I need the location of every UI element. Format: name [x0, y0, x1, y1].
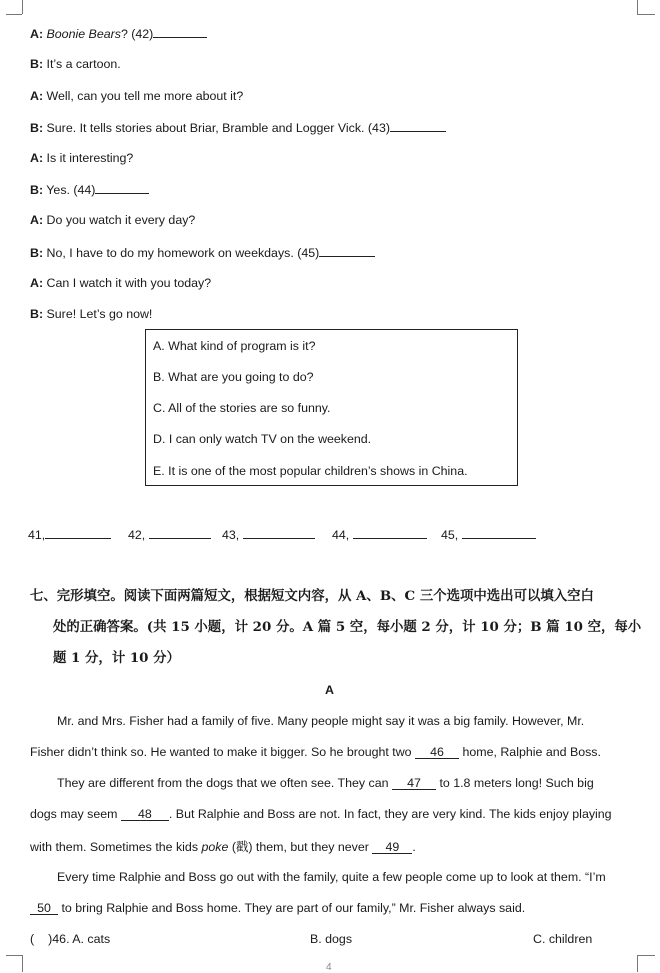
section-heading: 处的正确答案。(共 15 小题，计 20 分。A 篇 5 空，每小题 2 分，计 10 分；B 篇 10 空，每小 — [53, 619, 642, 635]
dialogue-line — [30, 88, 243, 104]
passage-text: them, but they never — [255, 840, 369, 854]
answer-blank — [153, 25, 207, 38]
dialogue-text: Can I watch it with you today? — [46, 276, 212, 290]
speaker: B: — [30, 307, 44, 321]
passage-text: to 1.8 meters long! Such big — [439, 776, 594, 790]
crop-mark — [637, 955, 638, 972]
crop-mark — [22, 955, 23, 972]
dialogue-line — [30, 181, 149, 198]
option-c: C. All of the stories are so funny. — [153, 401, 331, 415]
section-heading: 七、完形填空。阅读下面两篇短文，根据短文内容，从 A、B、C 三个选项中选出可以填入空白 — [30, 588, 594, 604]
crop-mark — [637, 0, 638, 14]
passage-line — [30, 839, 416, 855]
dialogue-text: Do you watch it every day? — [46, 213, 196, 227]
dialogue-text: Well, can you tell me more about it? — [46, 89, 244, 103]
speaker: A: — [30, 276, 44, 290]
options-box — [145, 329, 518, 486]
passage-text: dogs may seem — [30, 807, 118, 821]
passage-line: Every time Ralphie and Boss go out with the family, quite a few people come up to look at them. “I’m — [57, 870, 606, 884]
crop-mark — [6, 14, 22, 15]
passage-text: home, Ralphie and Boss. — [462, 745, 601, 759]
dialogue-text: Sure. It tells stories about Briar, Bramble and Logger Vick. (43) — [46, 121, 390, 135]
slot-label: 44, — [332, 528, 350, 542]
dialogue-line — [30, 212, 195, 228]
crop-mark — [22, 0, 23, 14]
dialogue-line — [30, 119, 446, 136]
passage-text: . — [412, 840, 416, 854]
crop-mark — [637, 14, 655, 15]
gloss: (戳) — [231, 840, 253, 854]
dialogue-text: No, I have to do my homework on weekdays. (45) — [46, 246, 320, 260]
answer-slot-42 — [128, 526, 211, 542]
crop-mark — [6, 955, 22, 956]
option-d: D. I can only watch TV on the weekend. — [153, 432, 372, 446]
passage-line — [30, 806, 612, 822]
answer-blank — [149, 526, 211, 539]
blank-46: 46 — [415, 744, 459, 759]
question-46 — [30, 931, 110, 947]
show-title: Boonie Bears — [46, 27, 121, 41]
speaker: A: — [30, 151, 44, 165]
answer-slot-43 — [222, 526, 315, 542]
answer-slot-41 — [28, 526, 111, 542]
passage-line — [30, 900, 525, 916]
speaker: B: — [30, 246, 44, 260]
dialogue-text: Sure! Let’s go now! — [46, 307, 153, 321]
section-heading: 题 1 分，计 10 分） — [53, 650, 180, 666]
question-46-option-c: C. children — [533, 932, 593, 946]
dialogue-line — [30, 306, 152, 322]
question-46-option-b: B. dogs — [310, 932, 353, 946]
option-a: 46. A. cats — [52, 932, 111, 946]
dialogue-text: Yes. (44) — [46, 183, 96, 197]
answer-slot-45 — [441, 526, 536, 542]
dialogue-text: It’s a cartoon. — [46, 57, 121, 71]
passage-text: to bring Ralphie and Boss home. They are part of our family,” Mr. Fisher always said. — [61, 901, 526, 915]
answer-blank — [319, 244, 375, 257]
dialogue-line — [30, 56, 121, 72]
answer-blank — [462, 526, 536, 539]
dialogue-text: ? (42) — [120, 27, 154, 41]
crop-mark — [637, 955, 655, 956]
passage-line — [57, 775, 594, 791]
italic-word: poke — [201, 840, 229, 854]
passage-line: Mr. and Mrs. Fisher had a family of five. Many people might say it was a big family. However, Mr. — [57, 714, 585, 728]
passage-text: with them. Sometimes the kids — [30, 840, 199, 854]
passage-text: Fisher didn’t think so. He wanted to make it bigger. So he brought two — [30, 745, 412, 759]
answer-blank — [95, 181, 149, 194]
speaker: A: — [30, 213, 44, 227]
dialogue-line — [30, 275, 211, 291]
dialogue-line — [30, 25, 207, 42]
slot-label: 43, — [222, 528, 240, 542]
blank-49: 49 — [372, 839, 412, 854]
speaker: B: — [30, 57, 44, 71]
speaker: B: — [30, 183, 44, 197]
answer-blank — [353, 526, 427, 539]
answer-paren: ( — [30, 932, 35, 946]
passage-line — [30, 744, 601, 760]
speaker: A: — [30, 89, 44, 103]
answer-blank — [243, 526, 315, 539]
answer-paren: ) — [48, 932, 53, 946]
dialogue-line — [30, 244, 375, 261]
option-a: A. What kind of program is it? — [153, 339, 316, 353]
slot-label: 42, — [128, 528, 146, 542]
speaker: B: — [30, 121, 44, 135]
passage-text: . But Ralphie and Boss are not. In fact, they are very kind. The kids enjoy playing — [168, 807, 612, 821]
blank-50: 50 — [30, 900, 58, 915]
answer-blank — [45, 526, 111, 539]
option-e: E. It is one of the most popular children’s shows in China. — [153, 464, 468, 478]
blank-48: 48 — [121, 806, 169, 821]
dialogue-text: Is it interesting? — [46, 151, 134, 165]
slot-label: 45, — [441, 528, 459, 542]
slot-label: 41, — [28, 528, 46, 542]
blank-47: 47 — [392, 775, 436, 790]
option-b: B. What are you going to do? — [153, 370, 314, 384]
dialogue-line — [30, 150, 133, 166]
speaker: A: — [30, 27, 44, 41]
answer-blank — [390, 119, 446, 132]
answer-slot-44 — [332, 526, 427, 542]
passage-text: They are different from the dogs that we often see. They can — [57, 776, 389, 790]
passage-label: A — [325, 683, 334, 697]
page-number: 4 — [326, 962, 332, 973]
